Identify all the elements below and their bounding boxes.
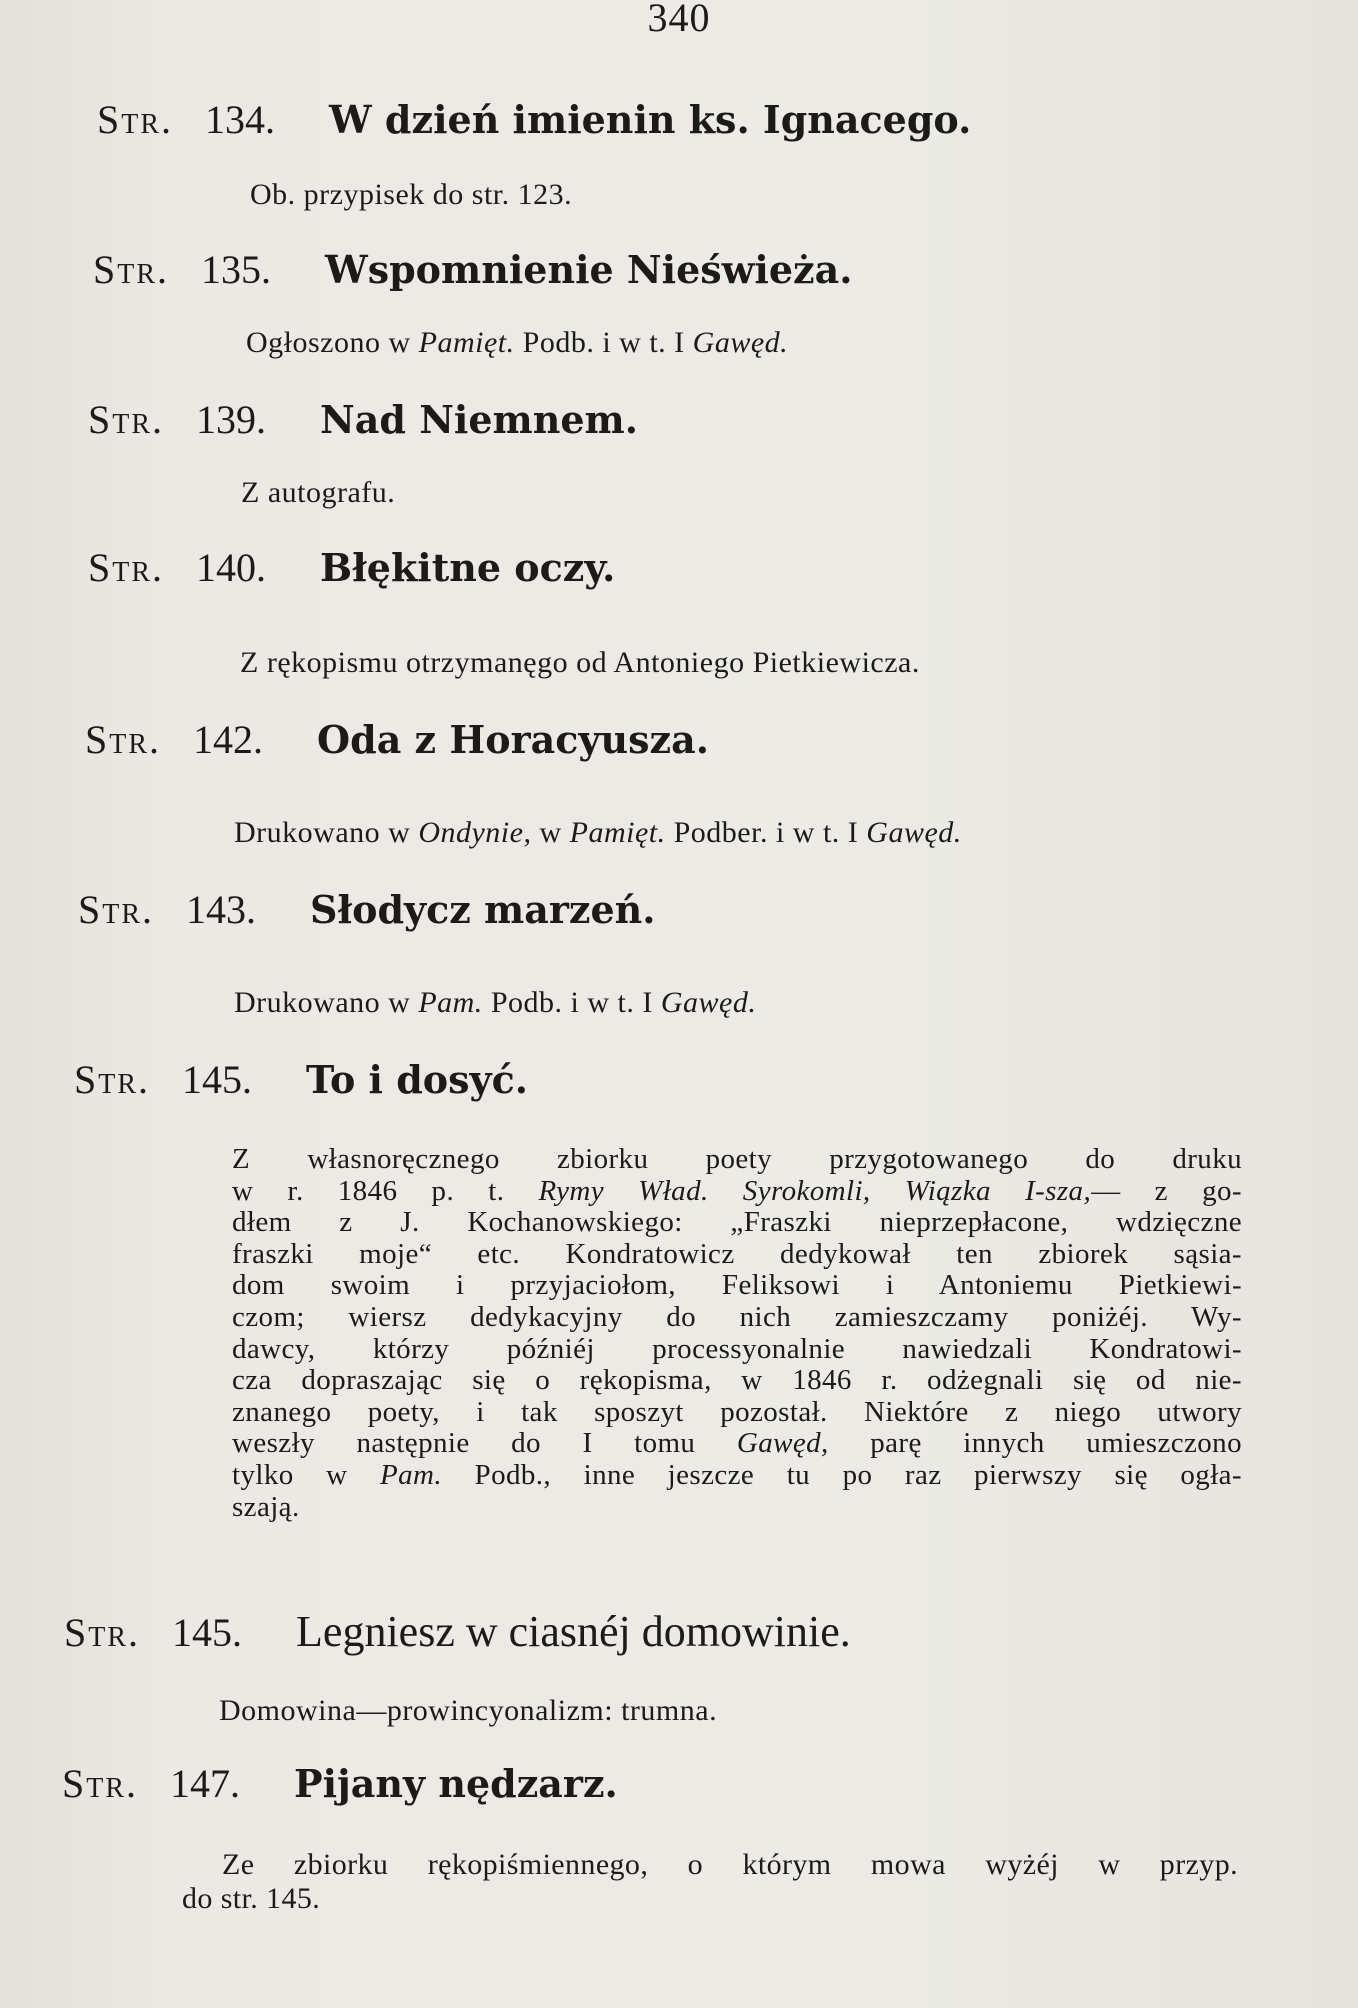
entry-heading: [93, 247, 853, 292]
line-text: fraszki moje“ etc. Kondratowicz dedykował ten zbiorek sąsia-: [232, 1237, 1242, 1270]
line-italic: Pam.: [380, 1458, 443, 1491]
entry-title: To i dosyć.: [306, 1057, 528, 1102]
entry-title: Legniesz w ciasnéj domowinie.: [296, 1607, 851, 1656]
paragraph-line: [232, 1334, 1242, 1366]
line-text: — z go-: [1091, 1174, 1242, 1207]
note-italic: Pamięt.: [418, 326, 515, 359]
entry-heading: [85, 717, 709, 762]
entry-label: Str.: [64, 1610, 141, 1655]
paragraph-line: [232, 1207, 1242, 1239]
note-text: Drukowano w: [234, 986, 419, 1019]
entry-note: Ob. przypisek do str. 123.: [250, 178, 573, 211]
line-text: dłem z J. Kochanowskiego: „Fraszki nieprzepłacone, wdzięczne: [232, 1206, 1242, 1239]
note-italic: Pamięt.: [569, 816, 666, 849]
entry-page: 145.: [182, 1057, 253, 1102]
paragraph-line: [182, 1848, 1238, 1882]
entry-label: Str.: [97, 97, 174, 142]
entry-label: Str.: [88, 545, 165, 590]
entry-note: Z autografu.: [241, 476, 396, 509]
paragraph-line: [232, 1428, 1242, 1460]
line-italic: Wiązka I-sza,: [904, 1174, 1092, 1207]
note-text: Podb. i w t. I: [482, 986, 661, 1019]
entry-paragraph: [182, 1848, 1238, 1916]
line-text: znanego poety, i tak sposzyt pozostał. Niektóre z niego utwory: [232, 1395, 1242, 1428]
paragraph-line: [232, 1270, 1242, 1302]
entry-page: 147.: [170, 1761, 241, 1806]
entry-page: 139.: [196, 397, 267, 442]
paragraph-line: [232, 1460, 1242, 1492]
entry-heading: [88, 397, 638, 442]
note-text: Ogłoszono w: [246, 326, 419, 359]
note-text: Drukowano w: [234, 816, 419, 849]
entry-heading: [74, 1057, 528, 1102]
entry-paragraph: [232, 1144, 1242, 1523]
line-italic: Gawęd,: [736, 1427, 829, 1460]
note-italic: Pam.: [418, 986, 483, 1019]
line-text: szają.: [232, 1490, 300, 1523]
line-text: tylko w: [232, 1458, 381, 1491]
line-text: cza dopraszając się o rękopisma, w 1846 r. odżegnali się od nie-: [232, 1364, 1242, 1397]
line-text: dawcy, którzy późniéj processyonalnie nawiedzali Kondratowi-: [232, 1332, 1242, 1365]
entry-title: Nad Niemnem.: [320, 397, 638, 442]
line-text: Z własnoręcznego zbiorku poety przygotowanego do druku: [232, 1143, 1242, 1175]
entry-note: [246, 328, 788, 358]
line-text: w r. 1846 p. t.: [232, 1174, 539, 1207]
note-text: w: [531, 816, 570, 849]
entry-title: Pijany nędzarz.: [294, 1761, 618, 1806]
note-italic: Ondynie,: [418, 816, 532, 849]
entry-label: Str.: [78, 887, 155, 932]
entry-note: [234, 988, 756, 1018]
entry-note: Domowina—prowincyonalizm: trumna.: [219, 1694, 718, 1727]
line-text: weszły następnie do I tomu: [232, 1427, 737, 1460]
line-text: Podb., inne jeszcze tu po raz pierwszy się ogła-: [442, 1458, 1242, 1491]
entry-heading: [78, 887, 656, 932]
entry-heading: [97, 97, 972, 142]
entry-label: Str.: [74, 1057, 151, 1102]
entry-note: Z rękopismu otrzymanęgo od Antoniego Pietkiewicza.: [240, 646, 920, 679]
note-text: Podb. i w t. I: [514, 326, 693, 359]
entry-title: Błękitne oczy.: [320, 545, 616, 590]
line-text: do str. 145.: [182, 1882, 321, 1915]
note-italic: Gawęd.: [692, 326, 789, 359]
paragraph-line: [232, 1302, 1242, 1334]
entry-title: Wspomnienie Nieświeża.: [325, 247, 853, 292]
entry-page: 140.: [196, 545, 267, 590]
entry-page: 142.: [193, 717, 264, 762]
entry-page: 145.: [172, 1610, 243, 1655]
entry-label: Str.: [62, 1761, 139, 1806]
entry-heading: [88, 545, 616, 590]
entry-title: W dzień imienin ks. Ignacego.: [329, 97, 972, 142]
entry-label: Str.: [88, 397, 165, 442]
paragraph-line: [232, 1239, 1242, 1271]
line-text: dom swoim i przyjaciołom, Feliksowi i Antoniemu Pietkiewi-: [232, 1269, 1242, 1302]
paragraph-line: [232, 1176, 1242, 1208]
entry-page: 143.: [186, 887, 257, 932]
line-text: czom; wiersz dedykacyjny do nich zamieszczamy poniżéj. Wy-: [232, 1300, 1242, 1333]
paragraph-line: [182, 1882, 1238, 1916]
paragraph-line: [232, 1492, 1242, 1524]
note-text: Podber. i w t. I: [665, 816, 867, 849]
paragraph-line: [232, 1365, 1242, 1397]
entry-note: [234, 818, 962, 848]
line-italic: Rymy Wład. Syrokomli,: [538, 1174, 871, 1207]
paragraph-line: [232, 1397, 1242, 1429]
paragraph-line: [232, 1144, 1242, 1176]
entry-title: Słodycz marzeń.: [310, 887, 656, 932]
line-text: [871, 1175, 905, 1207]
line-text: parę innych umieszczono: [828, 1427, 1242, 1460]
entry-title: Oda z Horacyusza.: [317, 717, 709, 762]
entry-page: 135.: [201, 247, 272, 292]
note-italic: Gawęd.: [866, 816, 962, 849]
page-number: 340: [647, 0, 711, 40]
note-italic: Gawęd.: [660, 986, 757, 1019]
entry-heading: [62, 1761, 618, 1806]
entry-label: Str.: [85, 717, 162, 762]
line-text: Ze zbiorku rękopiśmiennego, o którym mowa wyżéj w przyp.: [222, 1848, 1238, 1881]
entry-label: Str.: [93, 247, 170, 292]
entry-heading: [64, 1607, 851, 1656]
entry-page: 134.: [205, 97, 276, 142]
